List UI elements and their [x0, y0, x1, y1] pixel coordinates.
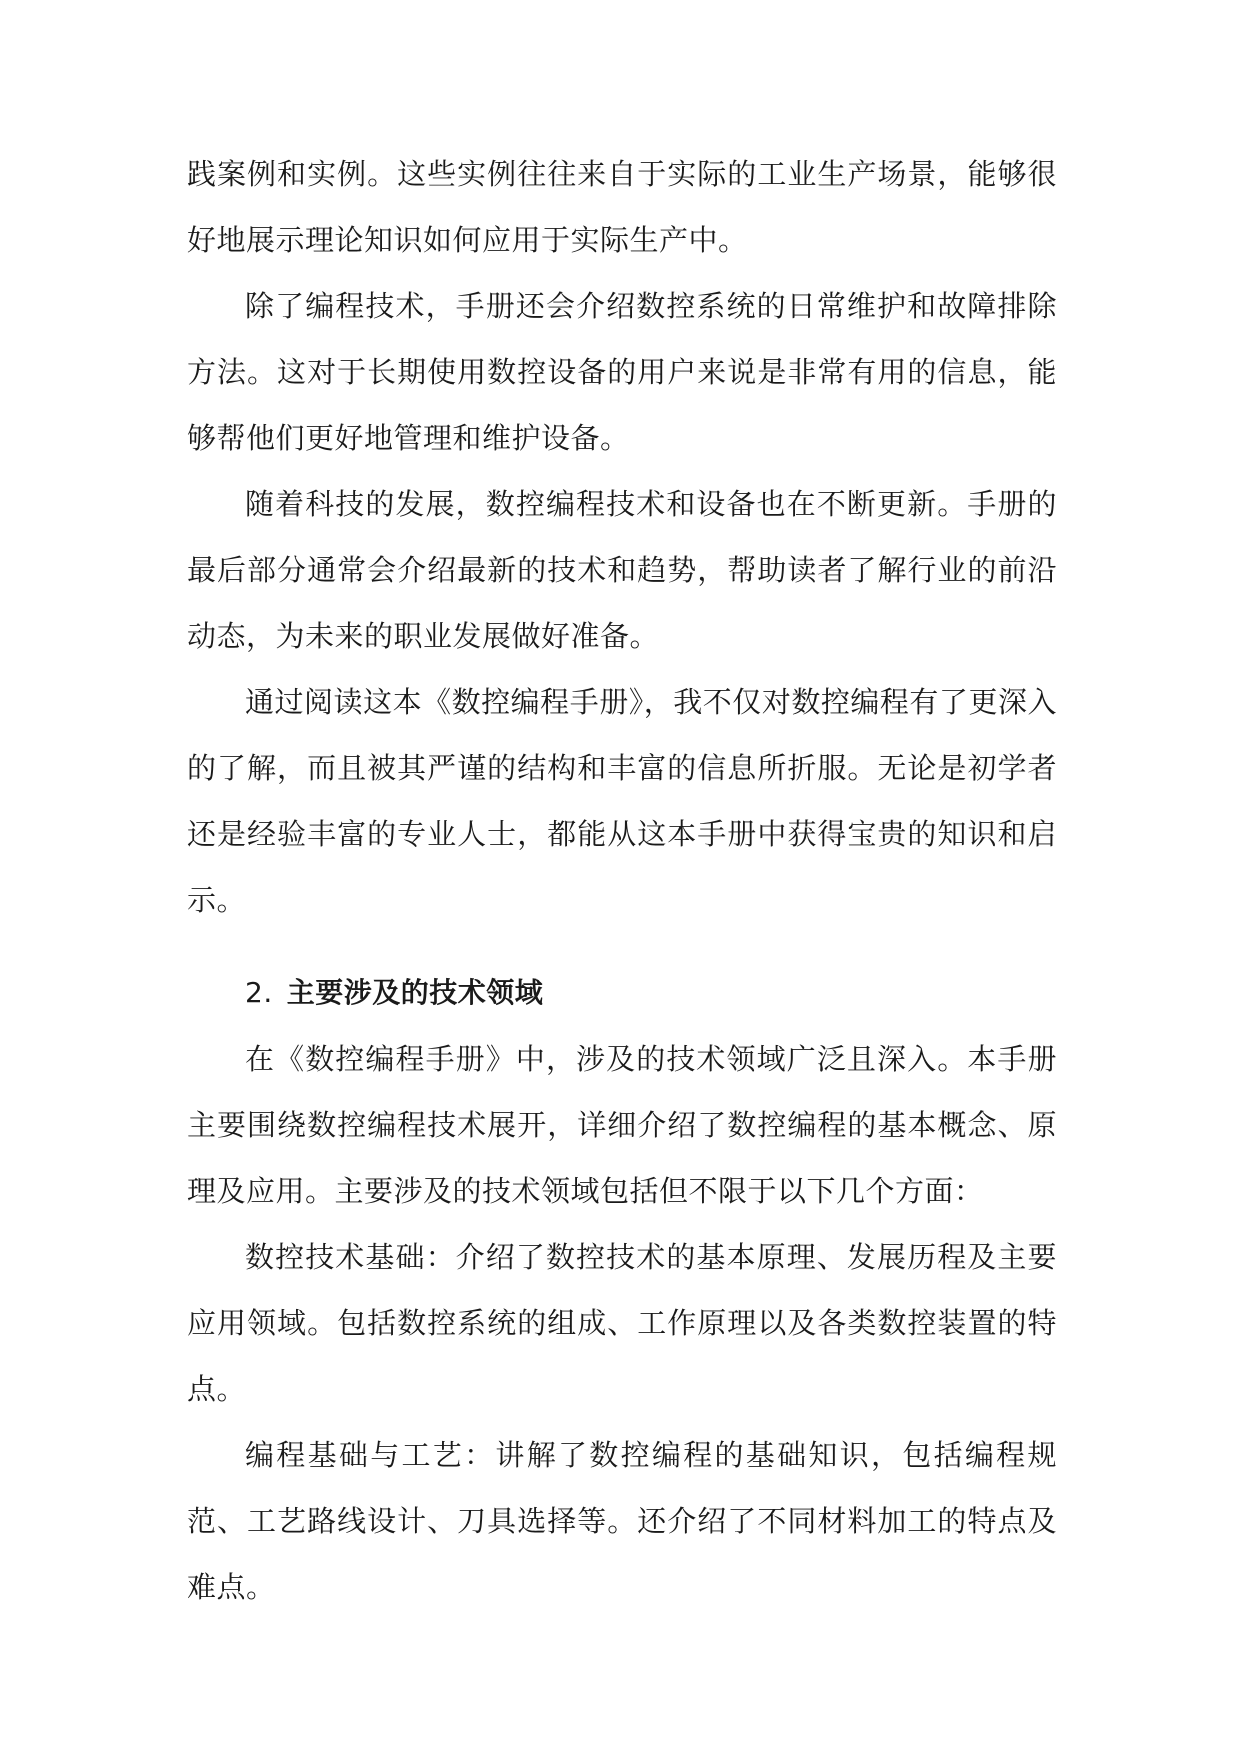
paragraph-intro: 在《数控编程手册》中，涉及的技术领域广泛且深入。本手册主要围绕数控编程技术展开，详细介绍了数控编程的基本概念、原理及应用。主要涉及的技术领域包括但不限于以下几个方面： — [187, 1042, 1057, 1208]
paragraph-cnc-basics: 数控技术基础：介绍了数控技术的基本原理、发展历程及主要应用领域。包括数控系统的组成、工作原理以及各类数控装置的特点。 — [187, 1240, 1057, 1406]
paragraph-trends: 随着科技的发展，数控编程技术和设备也在不断更新。手册的最后部分通常会介绍最新的技术和趋势，帮助读者了解行业的前沿动态，为未来的职业发展做好准备。 — [187, 487, 1057, 653]
document-body — [187, 141, 1057, 1620]
paragraph-conclusion: 通过阅读这本《数控编程手册》，我不仅对数控编程有了更深入的了解，而且被其严谨的结构和丰富的信息所折服。无论是初学者还是经验丰富的专业人士，都能从这本手册中获得宝贵的知识和启示。 — [187, 685, 1057, 917]
section-number: 2. — [245, 976, 273, 1009]
section-heading — [187, 960, 1057, 1026]
paragraph-maintenance: 除了编程技术，手册还会介绍数控系统的日常维护和故障排除方法。这对于长期使用数控设备的用户来说是非常有用的信息，能够帮他们更好地管理和维护设备。 — [187, 289, 1057, 455]
paragraph-continued: 践案例和实例。这些实例往往来自于实际的工业生产场景，能够很好地展示理论知识如何应用于实际生产中。 — [187, 157, 1057, 257]
section-title: 主要涉及的技术领域 — [286, 976, 544, 1009]
paragraph-programming-basics: 编程基础与工艺：讲解了数控编程的基础知识，包括编程规范、工艺路线设计、刀具选择等。还介绍了不同材料加工的特点及难点。 — [187, 1438, 1057, 1604]
